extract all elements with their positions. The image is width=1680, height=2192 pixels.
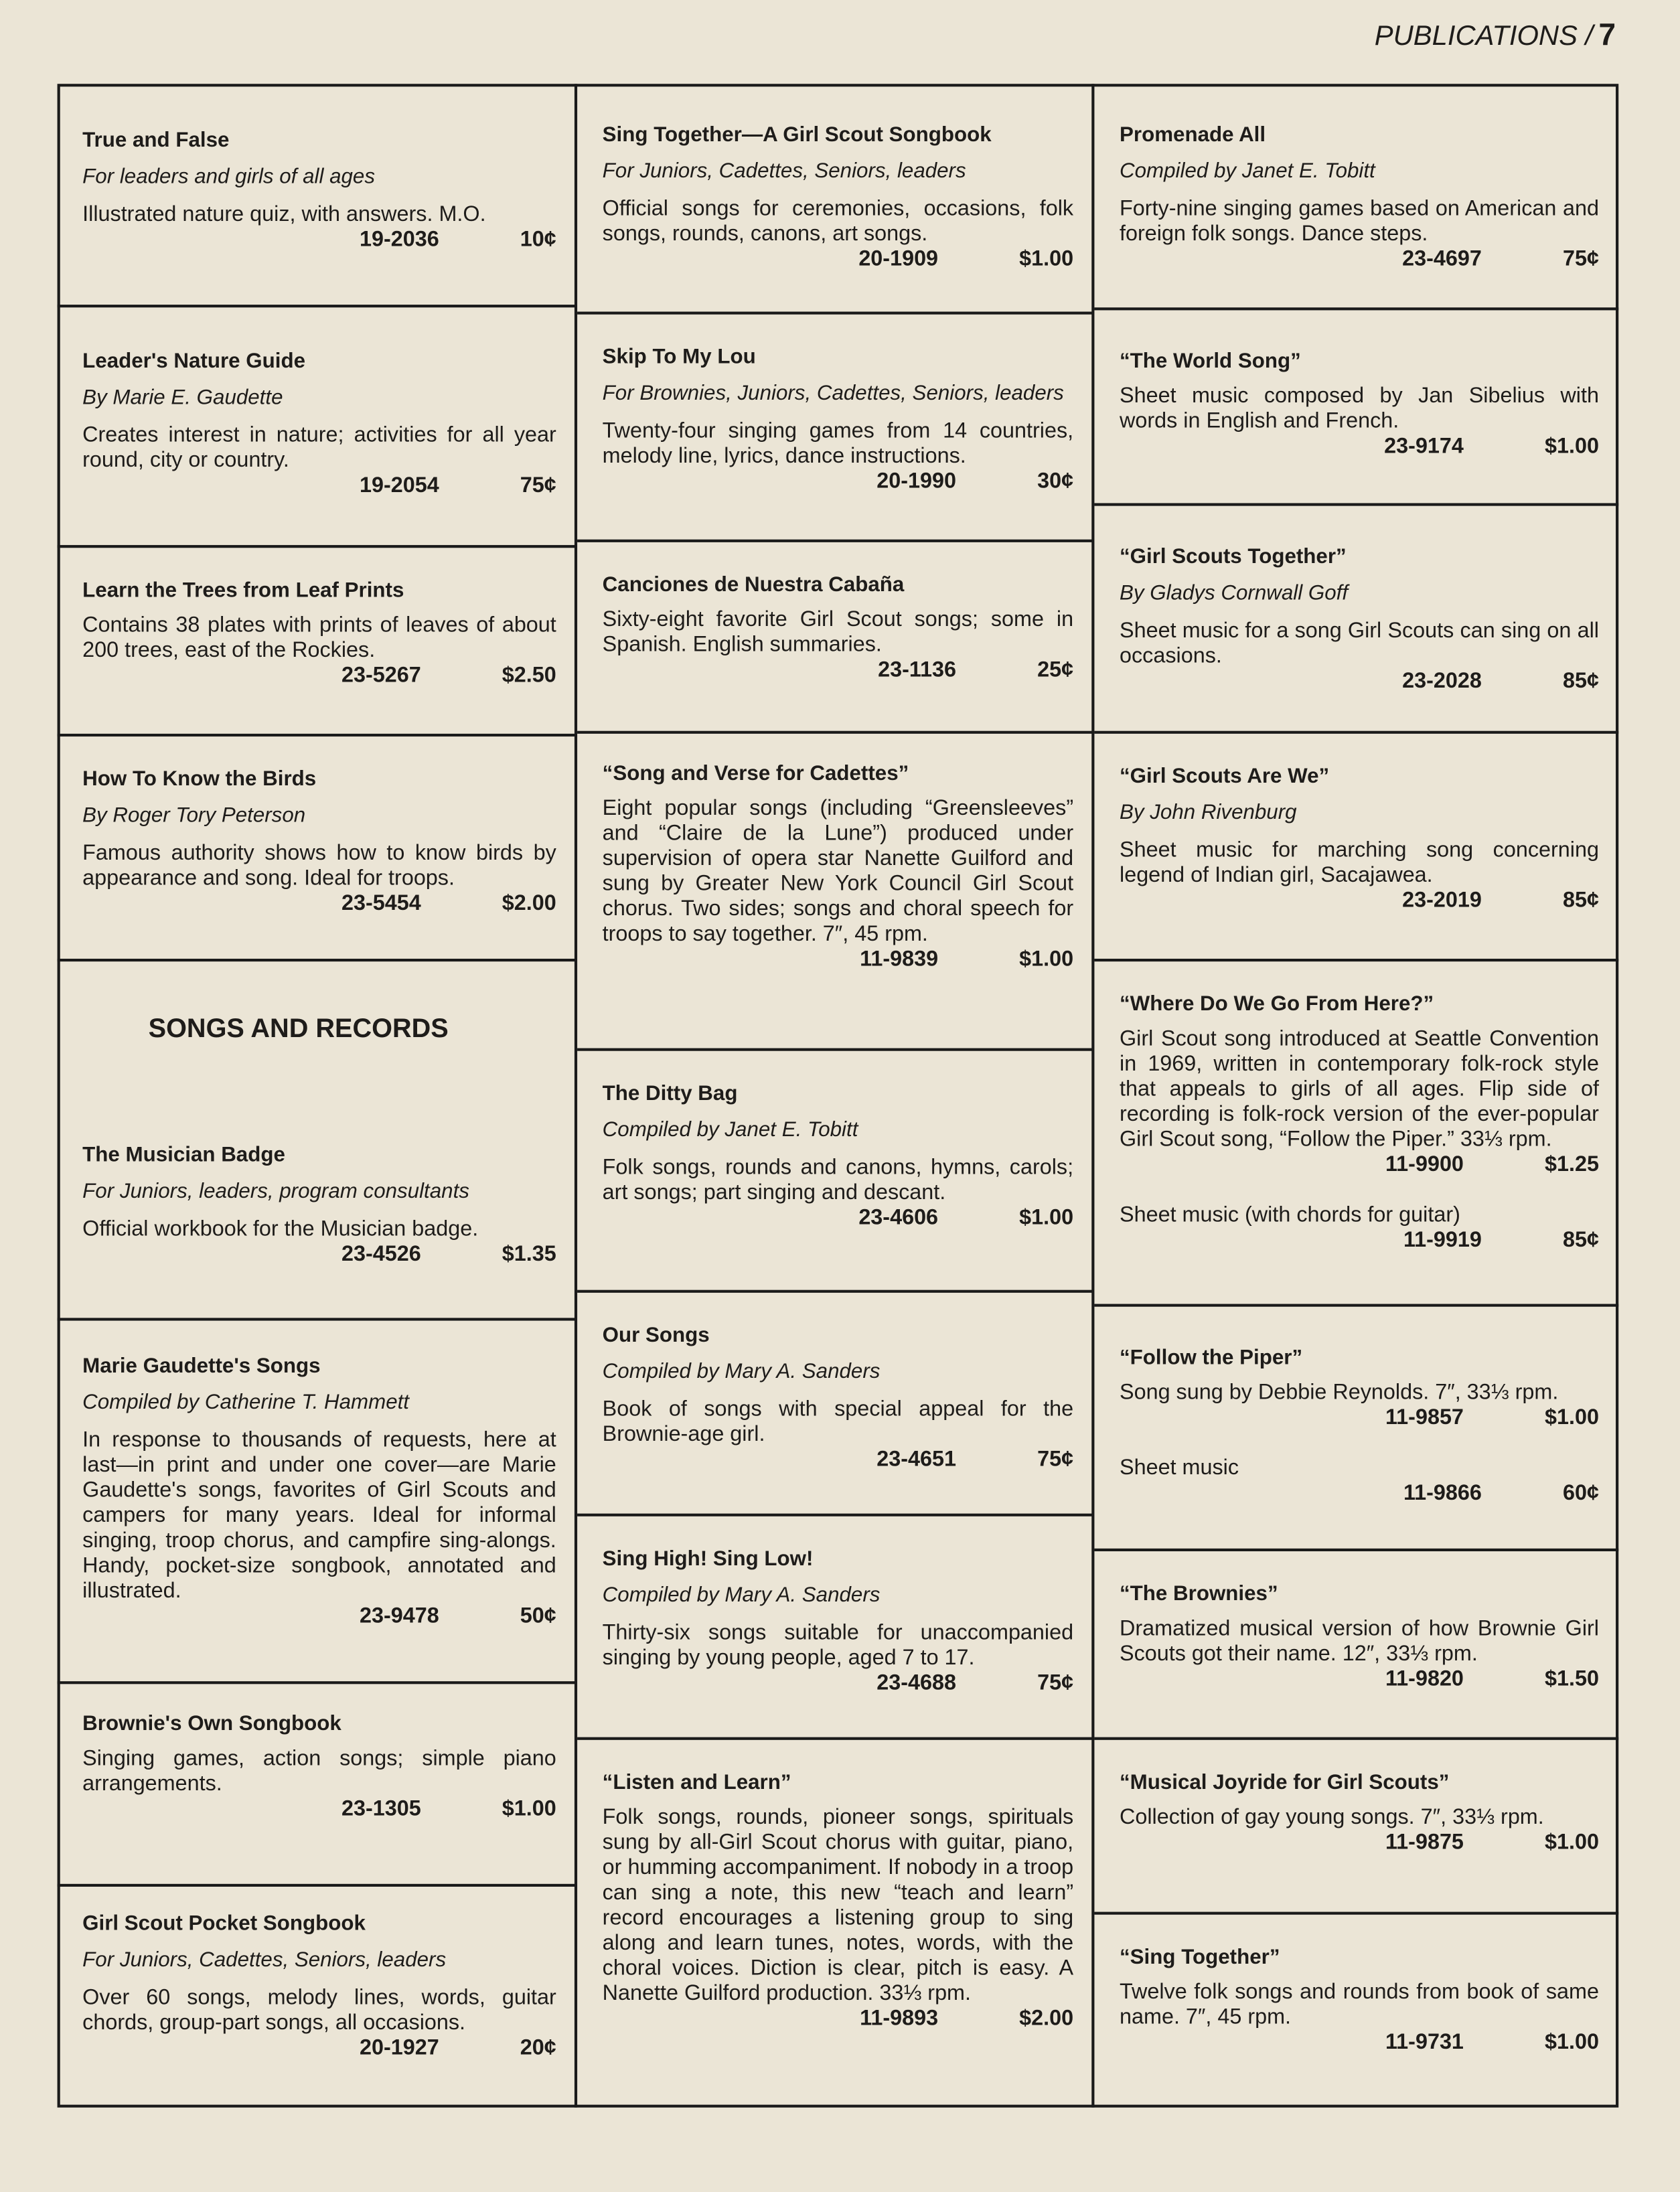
entry-description: Sheet music composed by Jan Sibelius with words in English and French. (1120, 384, 1599, 434)
entry-title: True and False (82, 129, 230, 153)
item-price: 85¢ (1562, 669, 1599, 694)
entry-description: Famous authority shows how to know birds by appearance and song. Ideal for troops. (82, 841, 556, 890)
entry-description: Folk songs, rounds, pioneer songs, spirituals sung by all-Girl Scout chorus with guitar, piano, or humming accompaniment. If nobody in a troop can sing a note, this new “teach and learn” record encourages a listening group to sing along and learn tunes, notes, words, with the choral voices. Diction is clear, pitch is easy. A Nanette Guilford production. 33⅓ rpm. (602, 1805, 1074, 2006)
entry-description: Official songs for ceremonies, occasions, folk songs, rounds, canons, art songs. (602, 197, 1074, 246)
entry-subtitle: For Juniors, Cadettes, Seniors, leaders (82, 1948, 447, 1972)
item-code: 11-9839 (860, 947, 939, 971)
entry-description: Creates interest in nature; activities for all year round, city or country. (82, 423, 556, 473)
entry-title: “Where Do We Go From Here?” (1120, 992, 1434, 1016)
catalog-entry (1094, 1740, 1618, 1915)
entry-title: “Song and Verse for Cadettes” (602, 761, 909, 786)
item-code: 11-9820 (1385, 1667, 1464, 1691)
catalog-entry (1094, 1915, 1618, 2108)
entry-description: Dramatized musical version of how Brownie Girl Scouts got their name. 12″, 33⅓ rpm. (1120, 1617, 1599, 1666)
price-row (1120, 1830, 1599, 1856)
item-price: 25¢ (1037, 658, 1074, 682)
catalog-entry (58, 1321, 576, 1685)
item-price: 50¢ (520, 1604, 556, 1628)
entry-description: Singing games, action songs; simple piano arrangements. (82, 1747, 556, 1796)
catalog-entry (1094, 506, 1618, 734)
entry-title: The Ditty Bag (602, 1081, 738, 1106)
page-number: 7 (1598, 17, 1616, 52)
price-row (82, 892, 556, 917)
item-code: 23-9478 (359, 1604, 439, 1628)
catalog-entry (58, 548, 576, 736)
entry-title: Leader's Nature Guide (82, 349, 305, 374)
item-price: 85¢ (1562, 888, 1599, 913)
item-price: 30¢ (1037, 469, 1074, 493)
entry-subtitle: By John Rivenburg (1120, 801, 1297, 825)
header-section: PUBLICATIONS / (1374, 21, 1594, 52)
price-row (1120, 670, 1599, 695)
entry-title: “Musical Joyride for Girl Scouts” (1120, 1770, 1450, 1795)
price-row (82, 2036, 556, 2061)
price-row (603, 1672, 1073, 1697)
price-row (1120, 247, 1599, 272)
item-price: $1.00 (1545, 1830, 1599, 1855)
item-price: 75¢ (1037, 1671, 1074, 1696)
entry-title: Promenade All (1120, 123, 1266, 147)
extra-description: Sheet music (1120, 1456, 1239, 1480)
item-price: $1.00 (1545, 2030, 1599, 2055)
entry-description: Thirty-six songs suitable for unaccompanied singing by young people, aged 7 to 17. (602, 1621, 1074, 1670)
price-row (603, 1448, 1073, 1474)
item-code: 20-1927 (359, 2036, 439, 2060)
entry-title: Brownie's Own Songbook (82, 1712, 341, 1736)
entry-title: Marie Gaudette's Songs (82, 1354, 321, 1379)
item-price: $1.00 (1019, 247, 1074, 271)
item-code: 19-2036 (359, 228, 439, 252)
entry-title: “Girl Scouts Together” (1120, 545, 1347, 569)
entry-subtitle: Compiled by Catherine T. Hammett (82, 1390, 410, 1415)
item-price: 20¢ (520, 2036, 556, 2060)
item-code: 23-1305 (341, 1797, 421, 1821)
catalog-entry (1094, 1551, 1618, 1740)
item-code: 20-1990 (876, 469, 957, 493)
catalog-entry (577, 84, 1093, 314)
entry-description: Collection of gay young songs. 7″, 33⅓ rpm. (1120, 1805, 1544, 1830)
entry-title: The Musician Badge (82, 1143, 285, 1167)
entry-description: Twenty-four singing games from 14 countries, melody line, lyrics, dance instructions. (602, 419, 1074, 469)
entry-description: In response to thousands of requests, here at last—in print and under one cover—are Marie Gaudette's songs, favorites of Girl Scouts and campers for many years. Ideal for informal singing, troop chorus, and campfire sing-alongs. Handy, pocket-size songbook, annotated and illustrated. (82, 1428, 556, 1603)
item-price: 75¢ (520, 473, 556, 498)
entry-title: Sing High! Sing Low! (602, 1547, 814, 1571)
entry-subtitle: For Juniors, Cadettes, Seniors, leaders (602, 159, 966, 183)
item-price: $1.50 (1545, 1667, 1599, 1691)
entry-subtitle: For Brownies, Juniors, Cadettes, Seniors, leaders (602, 381, 1064, 406)
entry-description: Official workbook for the Musician badge. (82, 1217, 479, 1241)
catalog-entry (577, 1293, 1093, 1516)
item-price: 60¢ (1562, 1481, 1599, 1506)
catalog-entry (1094, 84, 1618, 310)
entry-subtitle: For Juniors, leaders, program consultants (82, 1179, 469, 1204)
entry-subtitle: Compiled by Janet E. Tobitt (1120, 159, 1375, 183)
entry-description: Forty-nine singing games based on American and foreign folk songs. Dance steps. (1120, 197, 1599, 246)
entry-description: Illustrated nature quiz, with answers. M.O. (82, 202, 486, 227)
item-price: $1.35 (502, 1242, 556, 1267)
item-code: 23-4526 (341, 1242, 421, 1267)
price-row (603, 2007, 1073, 2033)
extra-price-row (1120, 1482, 1599, 1507)
entry-subtitle: Compiled by Mary A. Sanders (602, 1583, 881, 1608)
item-code: 23-4606 (858, 1206, 939, 1230)
entry-description: Song sung by Debbie Reynolds. 7″, 33⅓ rpm. (1120, 1381, 1559, 1405)
entry-description: Sixty-eight favorite Girl Scout songs; some in Spanish. English summaries. (602, 608, 1074, 657)
item-code: 11-9893 (860, 2007, 939, 2031)
entry-description: Contains 38 plates with prints of leaves of about 200 trees, east of the Rockies. (82, 613, 556, 663)
price-row (1120, 1406, 1599, 1431)
section-heading: SONGS AND RECORDS (148, 1014, 449, 1044)
column-2 (575, 84, 1093, 2108)
price-row (603, 947, 1073, 973)
entry-title: How To Know the Birds (82, 767, 317, 791)
item-price: $2.00 (502, 891, 556, 916)
price-row (1120, 1667, 1599, 1693)
item-price: 75¢ (1562, 247, 1599, 271)
entry-description: Folk songs, rounds and canons, hymns, carols; art songs; part singing and descant. (602, 1156, 1074, 1205)
item-code: 11-9919 (1403, 1228, 1482, 1253)
item-price: $1.00 (502, 1797, 556, 1821)
price-row (603, 1206, 1073, 1231)
entry-title: “The Brownies” (1120, 1581, 1278, 1606)
price-row (82, 664, 556, 690)
entry-title: Canciones de Nuestra Cabaña (602, 572, 905, 597)
item-code: 11-9857 (1385, 1405, 1464, 1430)
catalog-entry (58, 1684, 576, 1887)
entry-description: Sheet music for marching song concerning legend of Indian girl, Sacajawea. (1120, 838, 1599, 888)
catalog-entry (1094, 1307, 1618, 1551)
price-row (82, 228, 556, 253)
column-3 (1091, 84, 1618, 2108)
item-price: $1.25 (1545, 1153, 1599, 1177)
entry-description: Sheet music for a song Girl Scouts can sing on all occasions. (1120, 619, 1599, 668)
entry-subtitle: For leaders and girls of all ages (82, 165, 376, 189)
item-code: 23-4651 (876, 1447, 957, 1472)
extra-description: Sheet music (with chords for guitar) (1120, 1203, 1460, 1227)
entry-description: Book of songs with special appeal for the Brownie-age girl. (602, 1397, 1074, 1447)
item-price: 75¢ (1037, 1447, 1074, 1472)
price-row (82, 474, 556, 499)
item-code: 23-4697 (1402, 247, 1482, 271)
entry-title: “The World Song” (1120, 349, 1301, 374)
entry-description: Over 60 songs, melody lines, words, guitar chords, group-part songs, all occasions. (82, 1986, 556, 2035)
entry-description: Girl Scout song introduced at Seattle Convention in 1969, written in contemporary folk-rock style that appeals to girls of all ages. Flip side of recording is folk-rock version of the ever-popular Girl Scout song, “Follow the Piper.” 33⅓ rpm. (1120, 1027, 1599, 1152)
entry-subtitle: Compiled by Mary A. Sanders (602, 1360, 881, 1384)
item-price: $1.00 (1545, 435, 1599, 459)
extra-price-row (1120, 1229, 1599, 1254)
item-code: 11-9900 (1385, 1153, 1464, 1177)
catalog-entry (577, 542, 1093, 734)
item-code: 23-2028 (1402, 669, 1482, 694)
catalog-entry (577, 734, 1093, 1051)
item-price: $1.00 (1019, 1206, 1074, 1230)
item-code: 23-2019 (1402, 888, 1482, 913)
catalog-entry (58, 736, 576, 961)
entry-title: “Listen and Learn” (602, 1770, 791, 1795)
column-1 (58, 84, 576, 2108)
catalog-entry (577, 1740, 1093, 2108)
catalog-entry (1094, 310, 1618, 505)
item-code: 11-9866 (1403, 1481, 1482, 1506)
catalog-entry (577, 1051, 1093, 1293)
entry-subtitle: By Roger Tory Peterson (82, 803, 306, 828)
entry-title: Our Songs (602, 1323, 710, 1348)
price-row (1120, 2031, 1599, 2056)
entry-description: Eight popular songs (including “Greensleeves” and “Claire de la Lune”) produced under supervision of opera star Nanette Guilford and sung by Greater New York Council Girl Scout chorus. Two sides; songs and choral speech for troops to say together. 7″, 45 rpm. (602, 796, 1074, 947)
entry-subtitle: By Gladys Cornwall Goff (1120, 581, 1349, 605)
catalog-entry (1094, 961, 1618, 1307)
catalog-entry (58, 307, 576, 548)
item-code: 11-9731 (1385, 2030, 1464, 2055)
entry-title: Sing Together—A Girl Scout Songbook (602, 123, 992, 147)
price-row (1120, 889, 1599, 915)
entry-title: Learn the Trees from Leaf Prints (82, 578, 404, 603)
item-code: 23-9174 (1384, 435, 1464, 459)
catalog-entry (58, 84, 576, 307)
entry-title: “Follow the Piper” (1120, 1346, 1303, 1370)
item-code: 23-5267 (341, 663, 421, 688)
item-price: $2.00 (1019, 2007, 1074, 2031)
price-row (1120, 1153, 1599, 1178)
price-row (82, 1797, 556, 1822)
price-row (603, 658, 1073, 684)
item-code: 23-1136 (878, 658, 957, 682)
entry-title: Girl Scout Pocket Songbook (82, 1911, 366, 1936)
entry-description: Twelve folk songs and rounds from book of same name. 7″, 45 rpm. (1120, 1980, 1599, 2029)
item-price: $1.00 (1019, 947, 1074, 971)
item-code: 11-9875 (1385, 1830, 1464, 1855)
entry-title: Skip To My Lou (602, 345, 756, 370)
item-code: 23-4688 (876, 1671, 957, 1696)
catalog-entry (58, 961, 576, 1320)
catalog-entry (577, 1516, 1093, 1740)
item-code: 23-5454 (341, 891, 421, 916)
catalog-entry (58, 1887, 576, 2108)
price-row (82, 1243, 556, 1268)
item-price: 85¢ (1562, 1228, 1599, 1253)
item-price: 10¢ (520, 228, 556, 252)
item-code: 19-2054 (359, 473, 439, 498)
entry-subtitle: By Marie E. Gaudette (82, 386, 283, 410)
price-row (603, 247, 1073, 272)
item-price: $1.00 (1545, 1405, 1599, 1430)
entry-title: “Sing Together” (1120, 1945, 1280, 1970)
item-price: $2.50 (502, 663, 556, 688)
catalog-entry (1094, 734, 1618, 961)
running-header (1375, 17, 1616, 53)
item-code: 20-1909 (858, 247, 939, 271)
price-row (1120, 435, 1599, 460)
catalog-entry (577, 315, 1093, 542)
price-row (603, 469, 1073, 495)
entry-title: “Girl Scouts Are We” (1120, 764, 1330, 789)
entry-subtitle: Compiled by Janet E. Tobitt (602, 1117, 858, 1142)
price-row (82, 1604, 556, 1630)
